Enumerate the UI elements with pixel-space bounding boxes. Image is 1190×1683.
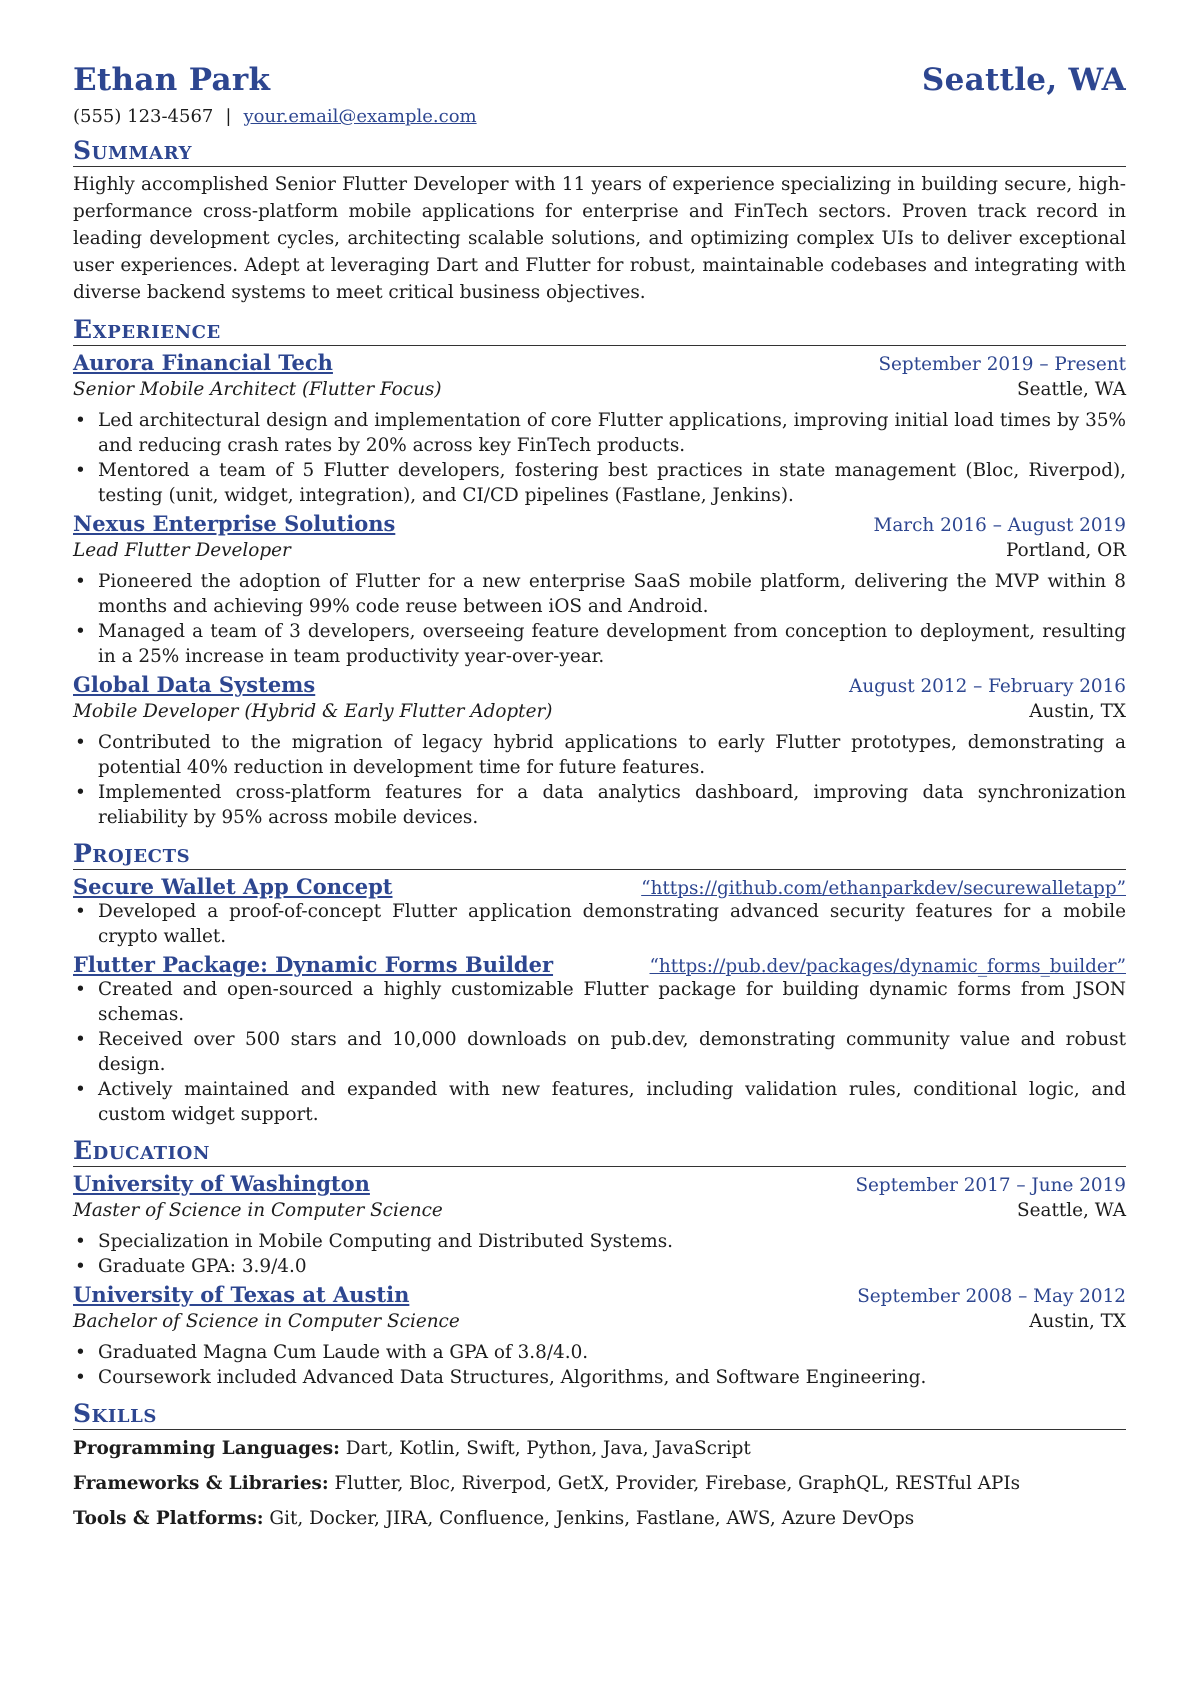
entry-dates: September 2008 – May 2012 (857, 1286, 1126, 1307)
entry-subheader (73, 540, 1126, 561)
bullet-list (73, 977, 1126, 1127)
company-name[interactable]: Aurora Financial Tech (73, 350, 333, 375)
section-title-skills: Skills (73, 1400, 1126, 1430)
education-list (73, 1171, 1126, 1390)
skill-values: Dart, Kotlin, Swift, Python, Java, JavaScript (339, 1438, 751, 1459)
entry-header (73, 1282, 1126, 1307)
company-name[interactable]: Nexus Enterprise Solutions (73, 511, 396, 536)
entry-dates: September 2017 – June 2019 (855, 1175, 1126, 1196)
entry-location: Seattle, WA (1017, 379, 1126, 400)
skill-values: Flutter, Bloc, Riverpod, GetX, Provider, Firebase, GraphQL, RESTful APIs (328, 1473, 1021, 1494)
bullet-item: • Actively maintained and expanded with new features, including validation rules, conditional logic, and custom widget support. (73, 1077, 1126, 1127)
entry-location: Portland, OR (1006, 540, 1126, 561)
contact-separator: | (225, 106, 232, 127)
entry-subheader (73, 379, 1126, 400)
entry-header (73, 1171, 1126, 1196)
project-entry (73, 952, 1126, 1127)
entry-header (73, 350, 1126, 375)
project-header (73, 952, 1126, 977)
job-title: Lead Flutter Developer (73, 540, 291, 561)
company-name[interactable]: Global Data Systems (73, 672, 316, 697)
bullet-list (73, 1340, 1126, 1390)
project-entry (73, 874, 1126, 949)
bullet-item: • Graduate GPA: 3.9/4.0 (73, 1254, 1126, 1279)
bullet-list (73, 408, 1126, 508)
bullet-item: • Implemented cross-platform features for a data analytics dashboard, improving data synchronization reliability by 95% across mobile devices. (73, 780, 1126, 830)
bullet-item: • Coursework included Advanced Data Structures, Algorithms, and Software Engineering. (73, 1365, 1126, 1390)
bullet-item: • Mentored a team of 5 Flutter developers, fostering best practices in state management (Bloc, Riverpod), testing (unit, widget, integration), and CI/CD pipelines (Fastlane, Jenkins). (73, 458, 1126, 508)
entry-subheader (73, 701, 1126, 722)
experience-entry (73, 511, 1126, 669)
candidate-name: Ethan Park (73, 62, 271, 98)
summary-text: Highly accomplished Senior Flutter Developer with 11 years of experience specializing in building secure, high-performance cross-platform mobile applications for enterprise and FinTech sectors. Proven track record in leading development cycles, architecting scalable solutions, and optimizing complex UIs to deliver exceptional user experiences. Adept at leveraging Dart and Flutter for robust, maintainable codebases and integrating with diverse backend systems to meet critical business objectives. (73, 174, 1126, 303)
entry-header (73, 511, 1126, 536)
bullet-item: • Developed a proof-of-concept Flutter application demonstrating advanced security features for a mobile crypto wallet. (73, 899, 1126, 949)
bullet-item: • Managed a team of 3 developers, overseeing feature development from conception to deployment, resulting in a 25% increase in team productivity year-over-year. (73, 619, 1126, 669)
contact-line (73, 106, 1126, 127)
candidate-location: Seattle, WA (921, 62, 1126, 98)
degree-title: Master of Science in Computer Science (73, 1200, 443, 1221)
projects-list (73, 874, 1126, 1127)
job-title: Senior Mobile Architect (Flutter Focus) (73, 379, 442, 400)
bullet-item: • Specialization in Mobile Computing and Distributed Systems. (73, 1229, 1126, 1254)
project-header (73, 874, 1126, 899)
bullet-item: • Created and open-sourced a highly customizable Flutter package for building dynamic forms from JSON schemas. (73, 977, 1126, 1027)
project-title[interactable]: Flutter Package: Dynamic Forms Builder (73, 952, 554, 977)
entry-location: Austin, TX (1029, 701, 1126, 722)
job-title: Mobile Developer (Hybrid & Early Flutter Adopter) (73, 701, 553, 722)
section-title-projects: Projects (73, 840, 1126, 870)
experience-list (73, 350, 1126, 830)
entry-location: Seattle, WA (1017, 1200, 1126, 1221)
phone-number: (555) 123-4567 (73, 106, 214, 127)
project-title[interactable]: Secure Wallet App Concept (73, 874, 393, 899)
section-title-summary: Summary (73, 137, 1126, 167)
skill-values: Git, Docker, JIRA, Confluence, Jenkins, Fastlane, AWS, Azure DevOps (263, 1508, 915, 1529)
section-title-experience: Experience (73, 316, 1126, 346)
bullet-list (73, 730, 1126, 830)
skill-category: Frameworks & Libraries: (73, 1473, 329, 1494)
entry-dates: September 2019 – Present (878, 354, 1126, 375)
bullet-list (73, 569, 1126, 669)
bullet-item: • Graduated Magna Cum Laude with a GPA of 3.8/4.0. (73, 1340, 1126, 1365)
bullet-list (73, 899, 1126, 949)
degree-title: Bachelor of Science in Computer Science (73, 1311, 460, 1332)
entry-subheader (73, 1200, 1126, 1221)
email-link[interactable]: your.email@example.com (243, 106, 477, 127)
entry-dates: March 2016 – August 2019 (873, 515, 1126, 536)
school-name[interactable]: University of Washington (73, 1171, 370, 1196)
entry-dates: August 2012 – February 2016 (849, 676, 1126, 697)
resume-header (73, 62, 1126, 98)
experience-entry (73, 672, 1126, 830)
bullet-item: • Led architectural design and implementation of core Flutter applications, improving initial load times by 35% and reducing crash rates by 20% across key FinTech products. (73, 408, 1126, 458)
school-name[interactable]: University of Texas at Austin (73, 1282, 410, 1307)
section-title-education: Education (73, 1137, 1126, 1167)
skills-list (73, 1436, 1126, 1531)
resume-page (73, 62, 1126, 1531)
skill-row (73, 1506, 1126, 1531)
skill-category: Tools & Platforms: (73, 1508, 264, 1529)
skill-row (73, 1436, 1126, 1461)
entry-location: Austin, TX (1029, 1311, 1126, 1332)
bullet-item: • Received over 500 stars and 10,000 downloads on pub.dev, demonstrating community value and robust design. (73, 1027, 1126, 1077)
skill-category: Programming Languages: (73, 1438, 340, 1459)
education-entry (73, 1282, 1126, 1390)
skill-row (73, 1471, 1126, 1496)
education-entry (73, 1171, 1126, 1279)
bullet-item: • Contributed to the migration of legacy hybrid applications to early Flutter prototypes, demonstrating a potential 40% reduction in development time for future features. (73, 730, 1126, 780)
project-link[interactable]: “https://github.com/ethanparkdev/securewalletapp” (641, 878, 1126, 899)
experience-entry (73, 350, 1126, 508)
bullet-item: • Pioneered the adoption of Flutter for a new enterprise SaaS mobile platform, delivering the MVP within 8 months and achieving 99% code reuse between iOS and Android. (73, 569, 1126, 619)
project-link[interactable]: “https://pub.dev/packages/dynamic_forms_builder” (649, 956, 1126, 977)
entry-subheader (73, 1311, 1126, 1332)
entry-header (73, 672, 1126, 697)
bullet-list (73, 1229, 1126, 1279)
